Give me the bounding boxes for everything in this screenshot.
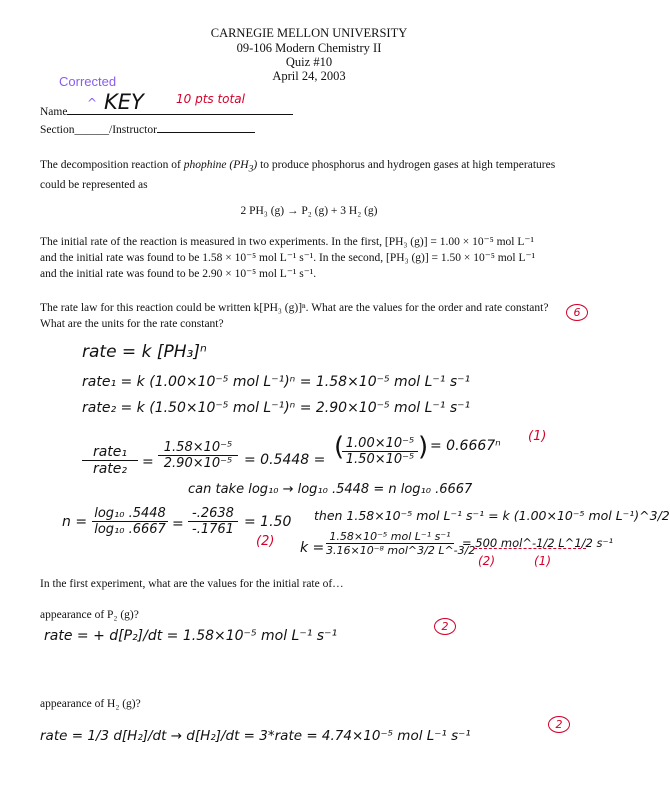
n-fraction: [92, 506, 168, 537]
total-points: 10 pts total: [176, 92, 245, 106]
open-paren: (: [334, 432, 345, 462]
close-paren: ): [418, 432, 429, 462]
ratio-result: = 0.5448 =: [244, 452, 326, 468]
sub-question-b1: appearance of P₂ (g)?: [40, 609, 139, 621]
ratio-denominator: rate₂: [92, 461, 128, 477]
work-rate2: rate₂ = k (1.50×10⁻⁵ mol L⁻¹)ⁿ = 2.90×10⁻⁵ mol L⁻¹ s⁻¹: [82, 400, 471, 416]
question-a: The rate law for this reaction could be written k[PH₃ (g)]ⁿ. What are the values for the order and rate constant? What are the units for the rate constant?: [40, 302, 549, 330]
name-label: Name: [40, 106, 68, 118]
phophine-term: [183, 159, 258, 175]
n-denominator: log₁₀ .6667: [94, 522, 166, 537]
k-denominator: 3.16×10⁻⁸ mol^3/2 L^-3/2: [326, 544, 476, 557]
problem-intro: [40, 157, 560, 193]
k-result: = 500 mol^-1/2 L^1/2 s⁻¹: [462, 536, 614, 550]
ratio-numerator: rate₁: [82, 444, 138, 461]
question-b: In the first experiment, what are the values for the initial rate of…: [40, 578, 344, 590]
k-label: k =: [300, 540, 325, 556]
then-step: then 1.58×10⁻⁵ mol L⁻¹ s⁻¹ = k (1.00×10⁻⁵ mol L⁻¹)^3/2: [314, 508, 670, 523]
n-numerator-2: -.2638: [188, 506, 238, 522]
points-1: (1): [528, 429, 547, 444]
points-2: (2): [256, 534, 275, 549]
paren-numerator: 1.00×10⁻⁵: [342, 436, 418, 452]
points-k-2: (1): [534, 554, 551, 568]
intro-text-1: The decomposition reaction of: [40, 159, 184, 171]
value-fraction: [158, 440, 238, 471]
paren-fraction: [342, 436, 418, 467]
phophine-close: ): [253, 159, 258, 171]
work-b1: rate = + d[P₂]/dt = 1.58×10⁻⁵ mol L⁻¹ s⁻¹: [44, 628, 338, 644]
quiz-title: Quiz #10: [285, 55, 333, 69]
paren-denominator: 1.50×10⁻⁵: [345, 452, 415, 467]
points-circle-b1: 2: [434, 618, 456, 635]
paren-result: = 0.6667ⁿ: [430, 438, 501, 454]
experiment-line-3: and the initial rate was found to be 2.90 × 10⁻⁵ mol L⁻¹ s⁻¹.: [40, 268, 317, 280]
value-denominator: 2.90×10⁻⁵: [163, 456, 233, 471]
n-numerator: log₁₀ .5448: [92, 506, 168, 522]
sub-question-b2: appearance of H₂ (g)?: [40, 698, 141, 710]
k-numerator: 1.58×10⁻⁵ mol L⁻¹ s⁻¹: [326, 530, 454, 544]
n-value: = 1.50: [244, 514, 292, 530]
experiment-line-2: and the initial rate was found to be 1.58 × 10⁻⁵ mol L⁻¹ s⁻¹. In the second, [PH₃ (g)] = 1.50 × 10⁻⁵ mol L⁻¹: [40, 252, 536, 264]
n-fraction-2: [188, 506, 238, 537]
phophine-subscript: 3: [248, 163, 254, 175]
work-b2: rate = 1/3 d[H₂]/dt → d[H₂]/dt = 3*rate = 4.74×10⁻⁵ mol L⁻¹ s⁻¹: [40, 728, 471, 744]
equals-sign: =: [142, 454, 154, 470]
experiment-line-1: The initial rate of the reaction is measured in two experiments. In the first, [PH₃ (g)] = 1.00 × 10⁻⁵ mol L⁻¹: [40, 236, 534, 248]
value-numerator: 1.58×10⁻⁵: [158, 440, 238, 456]
ratio-fraction: [82, 444, 138, 477]
corrected-stamp: Corrected: [59, 74, 117, 89]
points-circle-a: 6: [566, 304, 588, 321]
points-k-1: (2): [478, 554, 495, 568]
course-title: 09-106 Modern Chemistry II: [236, 41, 382, 55]
n-label: n =: [62, 514, 88, 530]
section-field: [40, 122, 255, 138]
name-value: KEY: [104, 90, 144, 114]
quiz-date: April 24, 2003: [272, 69, 346, 83]
instructor-line: [157, 122, 255, 133]
university-title: CARNEGIE MELLON UNIVERSITY: [210, 26, 408, 40]
phophine-text: phophine (PH: [183, 159, 249, 171]
caret-mark: ^: [87, 96, 98, 110]
points-circle-b2: 2: [548, 716, 570, 733]
intro-text-2: to produce phosphorus and hydrogen gases at high temperatures could be represented as: [40, 159, 556, 192]
k-underline: [474, 548, 586, 549]
section-label: Section______/Instructor: [40, 124, 157, 136]
n-denominator-2: -.1761: [192, 522, 234, 537]
k-fraction: [326, 530, 476, 557]
work-rate1: rate₁ = k (1.00×10⁻⁵ mol L⁻¹)ⁿ = 1.58×10⁻⁵ mol L⁻¹ s⁻¹: [82, 374, 471, 390]
work-rate-law: rate = k [PH₃]ⁿ: [82, 342, 207, 362]
equals-sign-2: =: [172, 516, 184, 532]
reaction-equation: 2 PH₃ (g) → P₂ (g) + 3 H₂ (g): [240, 205, 378, 217]
name-field: [40, 104, 293, 120]
log-step: can take log₁₀ → log₁₀ .5448 = n log₁₀ .6667: [188, 482, 473, 497]
